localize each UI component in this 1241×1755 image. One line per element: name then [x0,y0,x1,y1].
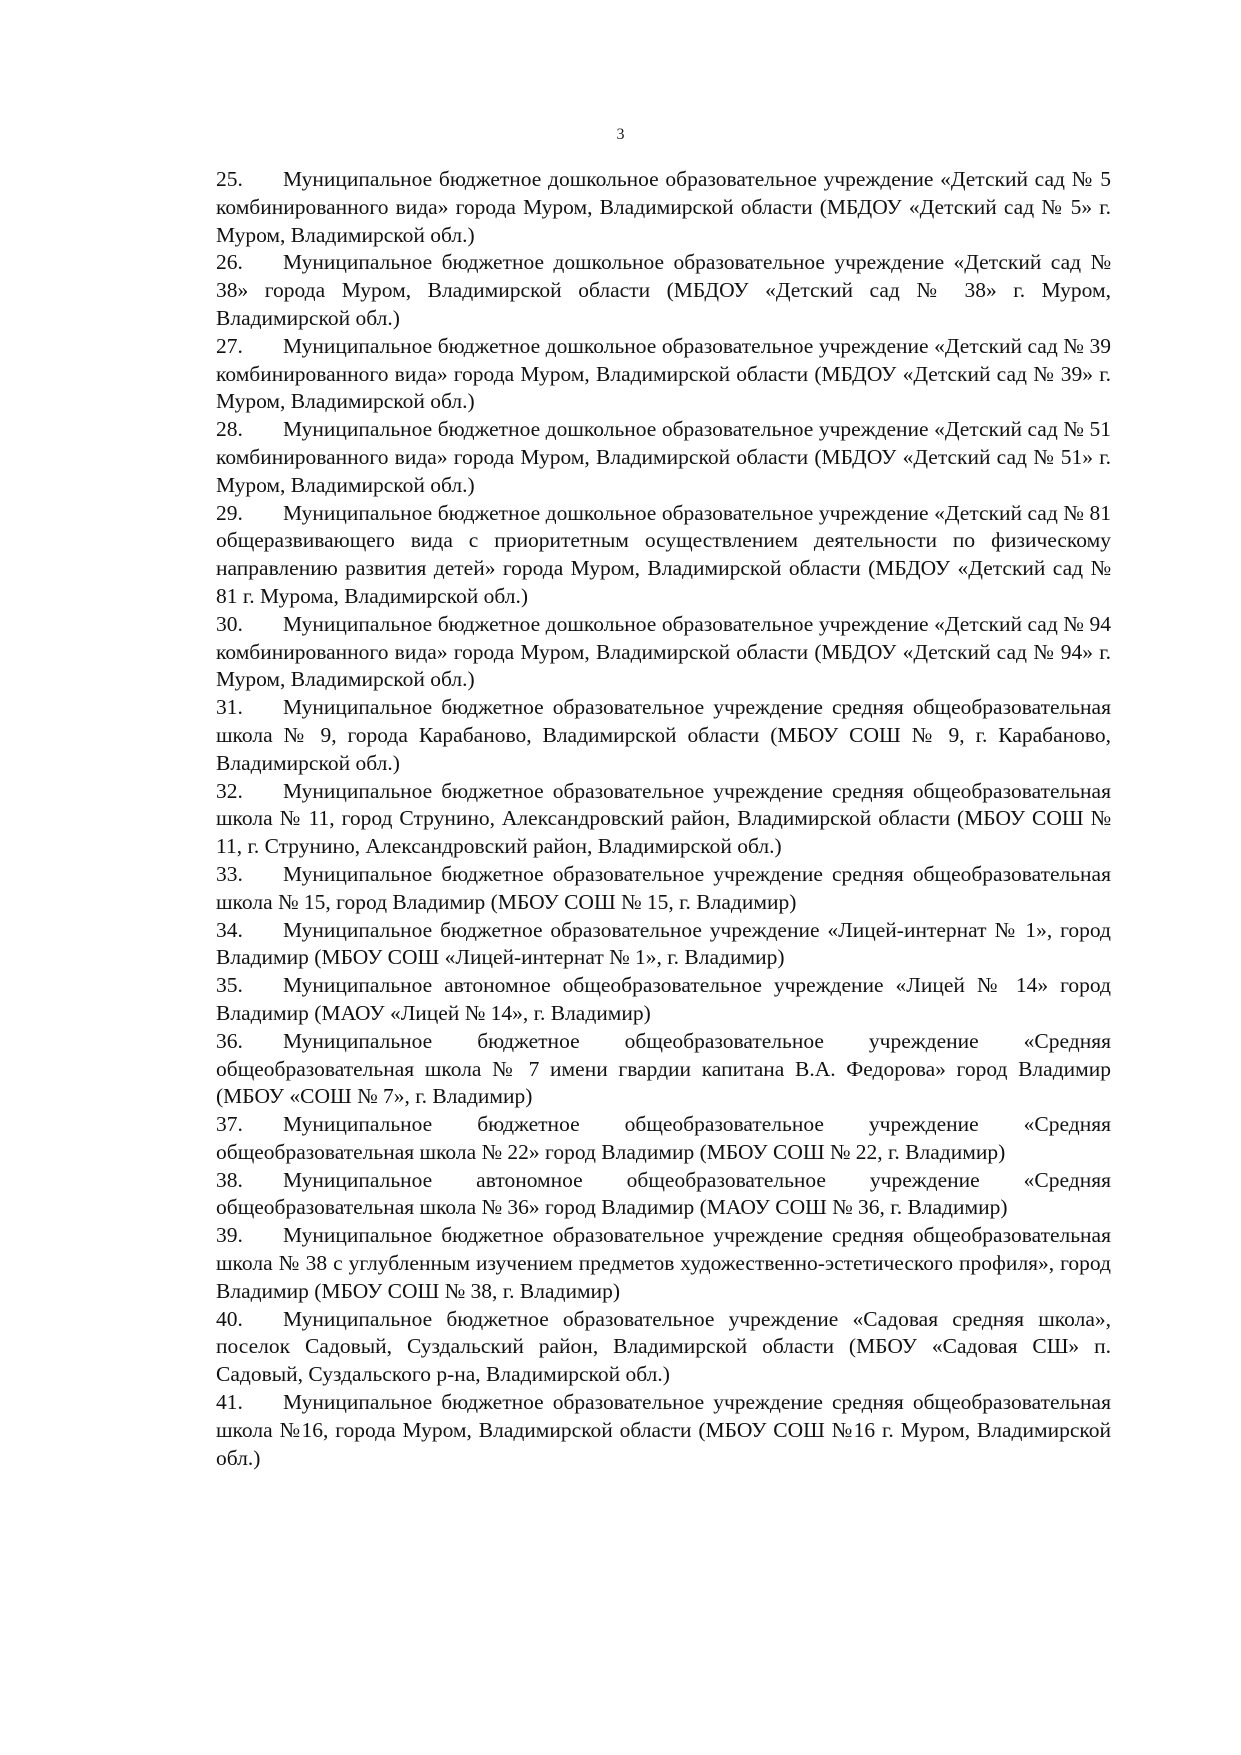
list-item [216,500,1111,611]
list-item [216,861,1111,917]
item-text: Муниципальное бюджетное дошкольное образовательное учреждение «Детский сад № 38» города Муром, Владимирской области (МБДОУ «Детский сад № 38» г. Муром, Владимирской обл.) [216,250,1111,330]
list-item [216,1167,1111,1223]
item-text: Муниципальное бюджетное общеобразовательное учреждение «Средняя общеобразовательная школа № 7 имени гвардии капитана В.А. Федорова» город Владимир (МБОУ «СОШ № 7», г. Владимир) [216,1028,1111,1109]
item-number: 40. [216,1306,243,1331]
list-item [216,1111,1111,1167]
list-item [216,166,1111,249]
item-text: Муниципальное автономное общеобразовательное учреждение «Лицей № 14» город Владимир (МАОУ «Лицей № 14», г. Владимир) [216,973,1111,1025]
list-item [216,1028,1111,1111]
item-number: 29. [216,500,243,525]
list-item [216,972,1111,1028]
item-text: Муниципальное бюджетное образовательное учреждение средняя общеобразовательная школа № 38 с углубленным изучением предметов художественно-эстетического профиля», город Владимир (МБОУ СОШ № 38, г. Владимир) [216,1223,1111,1303]
item-number: 37. [216,1112,243,1137]
item-number: 35. [216,973,243,998]
page-number: 3 [616,126,625,143]
item-number: 38. [216,1167,243,1192]
item-text: Муниципальное бюджетное дошкольное образовательное учреждение «Детский сад № 5 комбинированного вида» города Муром, Владимирской области (МБДОУ «Детский сад № 5» г. Муром, Владимирской обл.) [216,167,1111,247]
item-text: Муниципальное бюджетное дошкольное образовательное учреждение «Детский сад № 94 комбинированного вида» города Муром, Владимирской области (МБДОУ «Детский сад № 94» г. Муром, Владимирской обл.) [216,611,1111,692]
list-item [216,917,1111,973]
item-number: 27. [216,333,243,358]
item-text: Муниципальное бюджетное образовательное учреждение средняя общеобразовательная школа № 11, город Струнино, Александровский район, Владимирской области (МБОУ СОШ № 11, г. Струнино, Александровский район, Владимирской обл.) [216,778,1111,859]
item-text: Муниципальное бюджетное образовательное учреждение «Лицей-интернат № 1», город Владимир (МБОУ СОШ «Лицей-интернат № 1», г. Владимир) [216,917,1111,970]
item-number: 28. [216,417,243,442]
list-item [216,1389,1111,1472]
item-text: Муниципальное бюджетное дошкольное образовательное учреждение «Детский сад № 81 общеразвивающего вида с приоритетным осуществлением деятельности по физическому направлению развития детей» города Муром, Владимирской области (МБДОУ «Детский сад № 81 г. Мурома, Владимирской обл.) [216,500,1111,608]
item-number: 32. [216,778,243,803]
item-number: 25. [216,167,243,191]
institution-list [216,166,1111,1472]
item-text: Муниципальное бюджетное дошкольное образовательное учреждение «Детский сад № 51 комбинированного вида» города Муром, Владимирской области (МБДОУ «Детский сад № 51» г. Муром, Владимирской обл.) [216,417,1111,497]
item-text: Муниципальное автономное общеобразовательное учреждение «Средняя общеобразовательная школа № 36» город Владимир (МАОУ СОШ № 36, г. Владимир) [216,1167,1111,1220]
item-number: 31. [216,695,243,720]
list-item [216,778,1111,861]
item-number: 39. [216,1223,243,1248]
item-text: Муниципальное бюджетное дошкольное образовательное учреждение «Детский сад № 39 комбинированного вида» города Муром, Владимирской области (МБДОУ «Детский сад № 39» г. Муром, Владимирской обл.) [216,333,1111,414]
list-item [216,333,1111,416]
list-item [216,611,1111,694]
item-number: 33. [216,861,243,886]
list-item [216,694,1111,777]
list-item [216,1222,1111,1305]
list-item [216,416,1111,499]
item-number: 41. [216,1390,243,1415]
list-item [216,249,1111,332]
item-number: 34. [216,917,243,942]
item-number: 36. [216,1028,243,1053]
list-item [216,1306,1111,1389]
item-text: Муниципальное бюджетное образовательное учреждение средняя общеобразовательная школа №16, города Муром, Владимирской области (МБОУ СОШ №16 г. Муром, Владимирской обл.) [216,1390,1111,1470]
item-number: 30. [216,611,243,636]
item-text: Муниципальное бюджетное общеобразовательное учреждение «Средняя общеобразовательная школа № 22» город Владимир (МБОУ СОШ № 22, г. Владимир) [216,1112,1111,1164]
item-text: Муниципальное бюджетное образовательное учреждение «Садовая средняя школа», поселок Садовый, Суздальский район, Владимирской области (МБОУ «Садовая СШ» п. Садовый, Суздальского р-на, Владимирской обл.) [216,1306,1111,1387]
item-text: Муниципальное бюджетное образовательное учреждение средняя общеобразовательная школа № 9, города Карабаново, Владимирской области (МБОУ СОШ № 9, г. Карабаново, Владимирской обл.) [216,695,1111,775]
item-number: 26. [216,250,243,275]
item-text: Муниципальное бюджетное образовательное учреждение средняя общеобразовательная школа № 15, город Владимир (МБОУ СОШ № 15, г. Владимир) [216,861,1111,914]
